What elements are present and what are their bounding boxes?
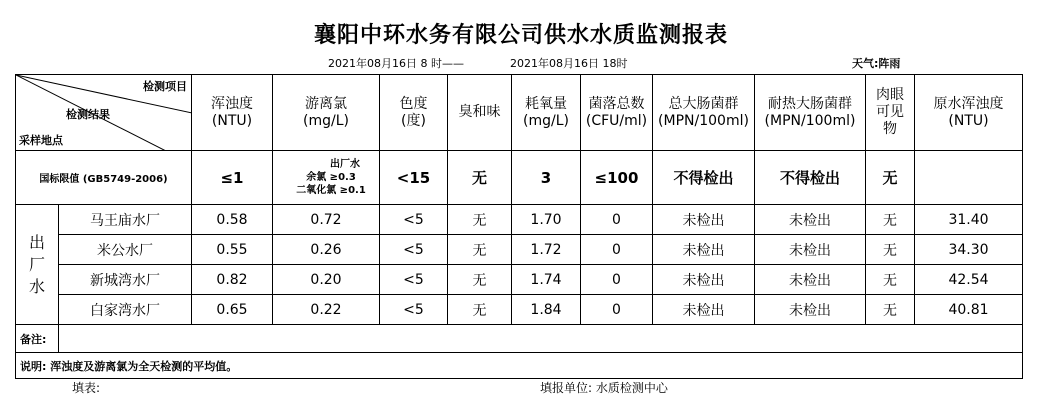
limit-thermo-coliform: 不得检出	[755, 151, 866, 205]
cell-oxygen: 1.72	[512, 235, 581, 265]
header-visible: 肉眼 可见 物	[866, 75, 915, 151]
cell-color: <5	[380, 205, 448, 235]
header-row	[16, 75, 1023, 151]
plant-name: 新城湾水厂	[59, 265, 192, 295]
cell-colonies: 0	[581, 235, 653, 265]
header-color: 色度 (度)	[380, 75, 448, 151]
explanation-row	[16, 353, 1023, 379]
cell-odor: 无	[448, 235, 512, 265]
cell-odor: 无	[448, 295, 512, 325]
cell-thermo-coliform: 未检出	[755, 235, 866, 265]
cell-odor: 无	[448, 205, 512, 235]
start-time: 2021年08月16日 8 时——	[328, 57, 464, 70]
header-raw-turbidity: 原水浑浊度 (NTU)	[915, 75, 1023, 151]
cell-raw-turbidity: 34.30	[915, 235, 1023, 265]
limit-raw-turbidity	[915, 151, 1023, 205]
cell-thermo-coliform: 未检出	[755, 205, 866, 235]
cell-colonies: 0	[581, 205, 653, 235]
report-title: 襄阳中环水务有限公司供水水质监测报表	[313, 23, 728, 48]
table-row	[16, 235, 1023, 265]
cell-coliform: 未检出	[653, 295, 755, 325]
cell-visible: 无	[866, 295, 915, 325]
cell-color: <5	[380, 265, 448, 295]
cell-visible: 无	[866, 235, 915, 265]
header-turbidity: 浑浊度 (NTU)	[192, 75, 273, 151]
cell-colonies: 0	[581, 265, 653, 295]
header-odor: 臭和味	[448, 75, 512, 151]
remark-label: 备注:	[16, 325, 59, 353]
cell-oxygen: 1.74	[512, 265, 581, 295]
plant-name: 白家湾水厂	[59, 295, 192, 325]
cell-coliform: 未检出	[653, 265, 755, 295]
plant-name: 马王庙水厂	[59, 205, 192, 235]
header-colonies: 菌落总数 (CFU/ml)	[581, 75, 653, 151]
remark-row	[16, 325, 1023, 353]
cell-coliform: 未检出	[653, 235, 755, 265]
explanation-text: 说明: 浑浊度及游离氯为全天检测的平均值。	[16, 353, 1023, 379]
header-thermo-coliform: 耐热大肠菌群 (MPN/100ml)	[755, 75, 866, 151]
limit-coliform: 不得检出	[653, 151, 755, 205]
table-row	[16, 265, 1023, 295]
cell-chlorine: 0.26	[273, 235, 380, 265]
cell-colonies: 0	[581, 295, 653, 325]
limit-colonies: ≤100	[581, 151, 653, 205]
cell-raw-turbidity: 42.54	[915, 265, 1023, 295]
cell-thermo-coliform: 未检出	[755, 295, 866, 325]
cell-raw-turbidity: 31.40	[915, 205, 1023, 235]
limits-label: 国标限值 (GB5749-2006)	[16, 151, 192, 205]
cell-turbidity: 0.65	[192, 295, 273, 325]
limit-color: <15	[380, 151, 448, 205]
remark-content	[59, 325, 1023, 353]
corner-site-label: 采样地点	[19, 134, 63, 147]
cell-color: <5	[380, 295, 448, 325]
cell-visible: 无	[866, 205, 915, 235]
table-row	[16, 295, 1023, 325]
limit-odor: 无	[448, 151, 512, 205]
cell-odor: 无	[448, 265, 512, 295]
header-coliform: 总大肠菌群 (MPN/100ml)	[653, 75, 755, 151]
cell-thermo-coliform: 未检出	[755, 265, 866, 295]
plant-name: 米公水厂	[59, 235, 192, 265]
table-row	[16, 205, 1023, 235]
cell-chlorine: 0.72	[273, 205, 380, 235]
cell-oxygen: 1.84	[512, 295, 581, 325]
cell-oxygen: 1.70	[512, 205, 581, 235]
reporting-unit: 填报单位: 水质检测中心	[540, 381, 668, 395]
limit-turbidity: ≤1	[192, 151, 273, 205]
header-oxygen: 耗氧量 (mg/L)	[512, 75, 581, 151]
limit-visible: 无	[866, 151, 915, 205]
cell-color: <5	[380, 235, 448, 265]
cell-chlorine: 0.20	[273, 265, 380, 295]
cell-chlorine: 0.22	[273, 295, 380, 325]
water-quality-table	[15, 74, 1023, 379]
header-chlorine: 游离氯 (mg/L)	[273, 75, 380, 151]
corner-result-label: 检测结果	[66, 108, 110, 121]
cell-turbidity: 0.82	[192, 265, 273, 295]
corner-item-label: 检测项目	[143, 80, 187, 93]
weather: 天气:阵雨	[852, 57, 901, 70]
cell-visible: 无	[866, 265, 915, 295]
corner-header-cell	[16, 75, 192, 151]
cell-turbidity: 0.55	[192, 235, 273, 265]
outlet-water-label: 出 厂 水	[16, 205, 59, 325]
limit-oxygen: 3	[512, 151, 581, 205]
cell-raw-turbidity: 40.81	[915, 295, 1023, 325]
limits-row	[16, 151, 1023, 205]
cell-turbidity: 0.58	[192, 205, 273, 235]
filler-label: 填表:	[72, 381, 101, 395]
cell-coliform: 未检出	[653, 205, 755, 235]
limit-chlorine: 出厂水 余氯 ≥0.3 二氧化氯 ≥0.1	[273, 151, 380, 205]
end-time: 2021年08月16日 18时	[510, 57, 628, 70]
